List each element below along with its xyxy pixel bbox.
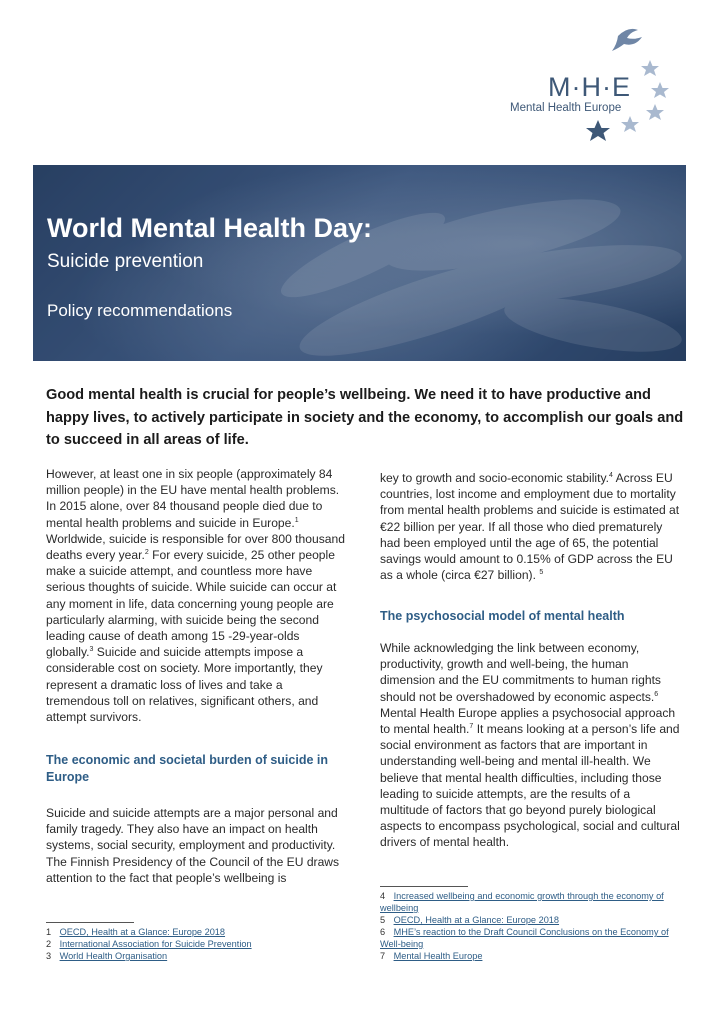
logo-subtitle: Mental Health Europe <box>510 102 622 114</box>
footnote-link[interactable]: World Health Organisation <box>59 951 168 961</box>
footnote-ref: 5 <box>539 569 544 577</box>
paragraph-prevalence: However, at least one in six people (approximately 84 million people) in the EU have mental health problems. In 2015 alone, over 84 thousand people died due to mental health problems and suicide in Europe.$^1$ Worldwide, suicide is responsible for over 800 thousand deaths every year.$^2$ For every suicide, 25 other people make a suicide attempt, and countless more have serious thoughts of suicide. While suicide can occur at any moment in life, data concerning young people are particularly alarming, with suicide being the second leading cause of death among 15 -29-year-olds globally.$^3$ Suicide and suicide attempts impose a considerable cost on society. More importantly, they represent a dramatic loss of lives and take a tremendous toll on relatives, significant others, and attempt survivors. <box>46 467 345 725</box>
right-column <box>380 470 680 583</box>
right-column-continued <box>380 640 680 851</box>
footnotes-left <box>46 926 346 962</box>
footnote-ref: 7 <box>469 722 474 730</box>
footnote-item: 5 OECD, Health at a Glance: Europe 2018 <box>380 915 560 925</box>
footnotes-right <box>380 890 680 962</box>
footnote-item: 1 OECD, Health at a Glance: Europe 2018 <box>46 927 226 937</box>
footnote-link[interactable]: International Association for Suicide Prevention <box>59 939 252 949</box>
footnote-item: 7 Mental Health Europe <box>380 951 483 961</box>
footnote-link[interactable]: OECD, Health at a Glance: Europe 2018 <box>393 915 560 925</box>
hero-banner <box>33 165 686 361</box>
footnote-link[interactable]: MHE’s reaction to the Draft Council Conclusions on the Economy of Well-being <box>380 927 669 949</box>
footnote-ref: 6 <box>654 690 659 698</box>
section-heading-economic-burden: The economic and societal burden of suicide in Europe <box>46 753 328 784</box>
footnote-ref: 4 <box>609 471 613 479</box>
footnote-ref: 2 <box>144 548 149 556</box>
page-tagline: Policy recommendations <box>47 301 233 320</box>
logo-wordmark: M·H·E <box>548 72 631 102</box>
intro-paragraph: Good mental health is crucial for people’s wellbeing. We need it to have productive and happy lives, to actively participate in society and the economy, to accomplish our goals and to succeed in all areas of life. <box>46 387 684 448</box>
section-heading-psychosocial-model: The psychosocial model of mental health <box>380 609 625 623</box>
footnote-link[interactable]: Mental Health Europe <box>393 951 483 961</box>
paragraph-tragedy: Suicide and suicide attempts are a major personal and family tragedy. They also have an impact on health systems, social security, employment and productivity. The Finnish Presidency of the Council of the EU draws attention to the fact that people’s wellbeing is <box>46 806 340 885</box>
footnote-ref: 3 <box>89 646 94 654</box>
page-subtitle: Suicide prevention <box>47 251 204 272</box>
footnote-link[interactable]: OECD, Health at a Glance: Europe 2018 <box>59 927 226 937</box>
footnote-item: 3 World Health Organisation <box>46 951 168 961</box>
footnote-link[interactable]: Increased wellbeing and economic growth through the economy of wellbeing <box>380 891 664 913</box>
mhe-logo <box>500 20 700 150</box>
footnote-item: 6 MHE’s reaction to the Draft Council Conclusions on the Economy of Well-being <box>380 927 669 949</box>
left-column <box>46 466 346 725</box>
paragraph-economic-cost: key to growth and socio-economic stability.$^4$ Across EU countries, lost income and employment due to mortality from mental health problems and suicide is estimated at €22 billion per year. If all those who died prematurely had been employed until the age of 65, the potential savings would amount to 0.15% of GDP across the EU as a whole (circa €27 billion). $^5$ <box>380 471 680 583</box>
footnote-item: 4 Increased wellbeing and economic growth through the economy of wellbeing <box>380 891 664 913</box>
paragraph-psychosocial: While acknowledging the link between economy, productivity, growth and well-being, the human dimension and the EU commitments to human rights should not be overshadowed by economic aspects.$^6$ Mental Health Europe applies a psychosocial approach to mental health.$^7$ It means looking at a person’s life and social environment as factors that are important in understanding well-being and mental ill-health. We believe that mental health difficulties, including those leading to suicide attempts, are the results of a multitude of factors that go beyond purely biological aspects to encompass psychological, social and cultural drivers of mental health. <box>380 641 680 850</box>
footnote-ref: 1 <box>294 516 299 524</box>
footnote-item: 2 International Association for Suicide Prevention <box>46 939 252 949</box>
footnote-rule-left <box>46 922 134 923</box>
footnote-rule-right <box>380 886 468 887</box>
left-column-continued <box>46 805 346 886</box>
page-title: World Mental Health Day: <box>47 213 373 243</box>
